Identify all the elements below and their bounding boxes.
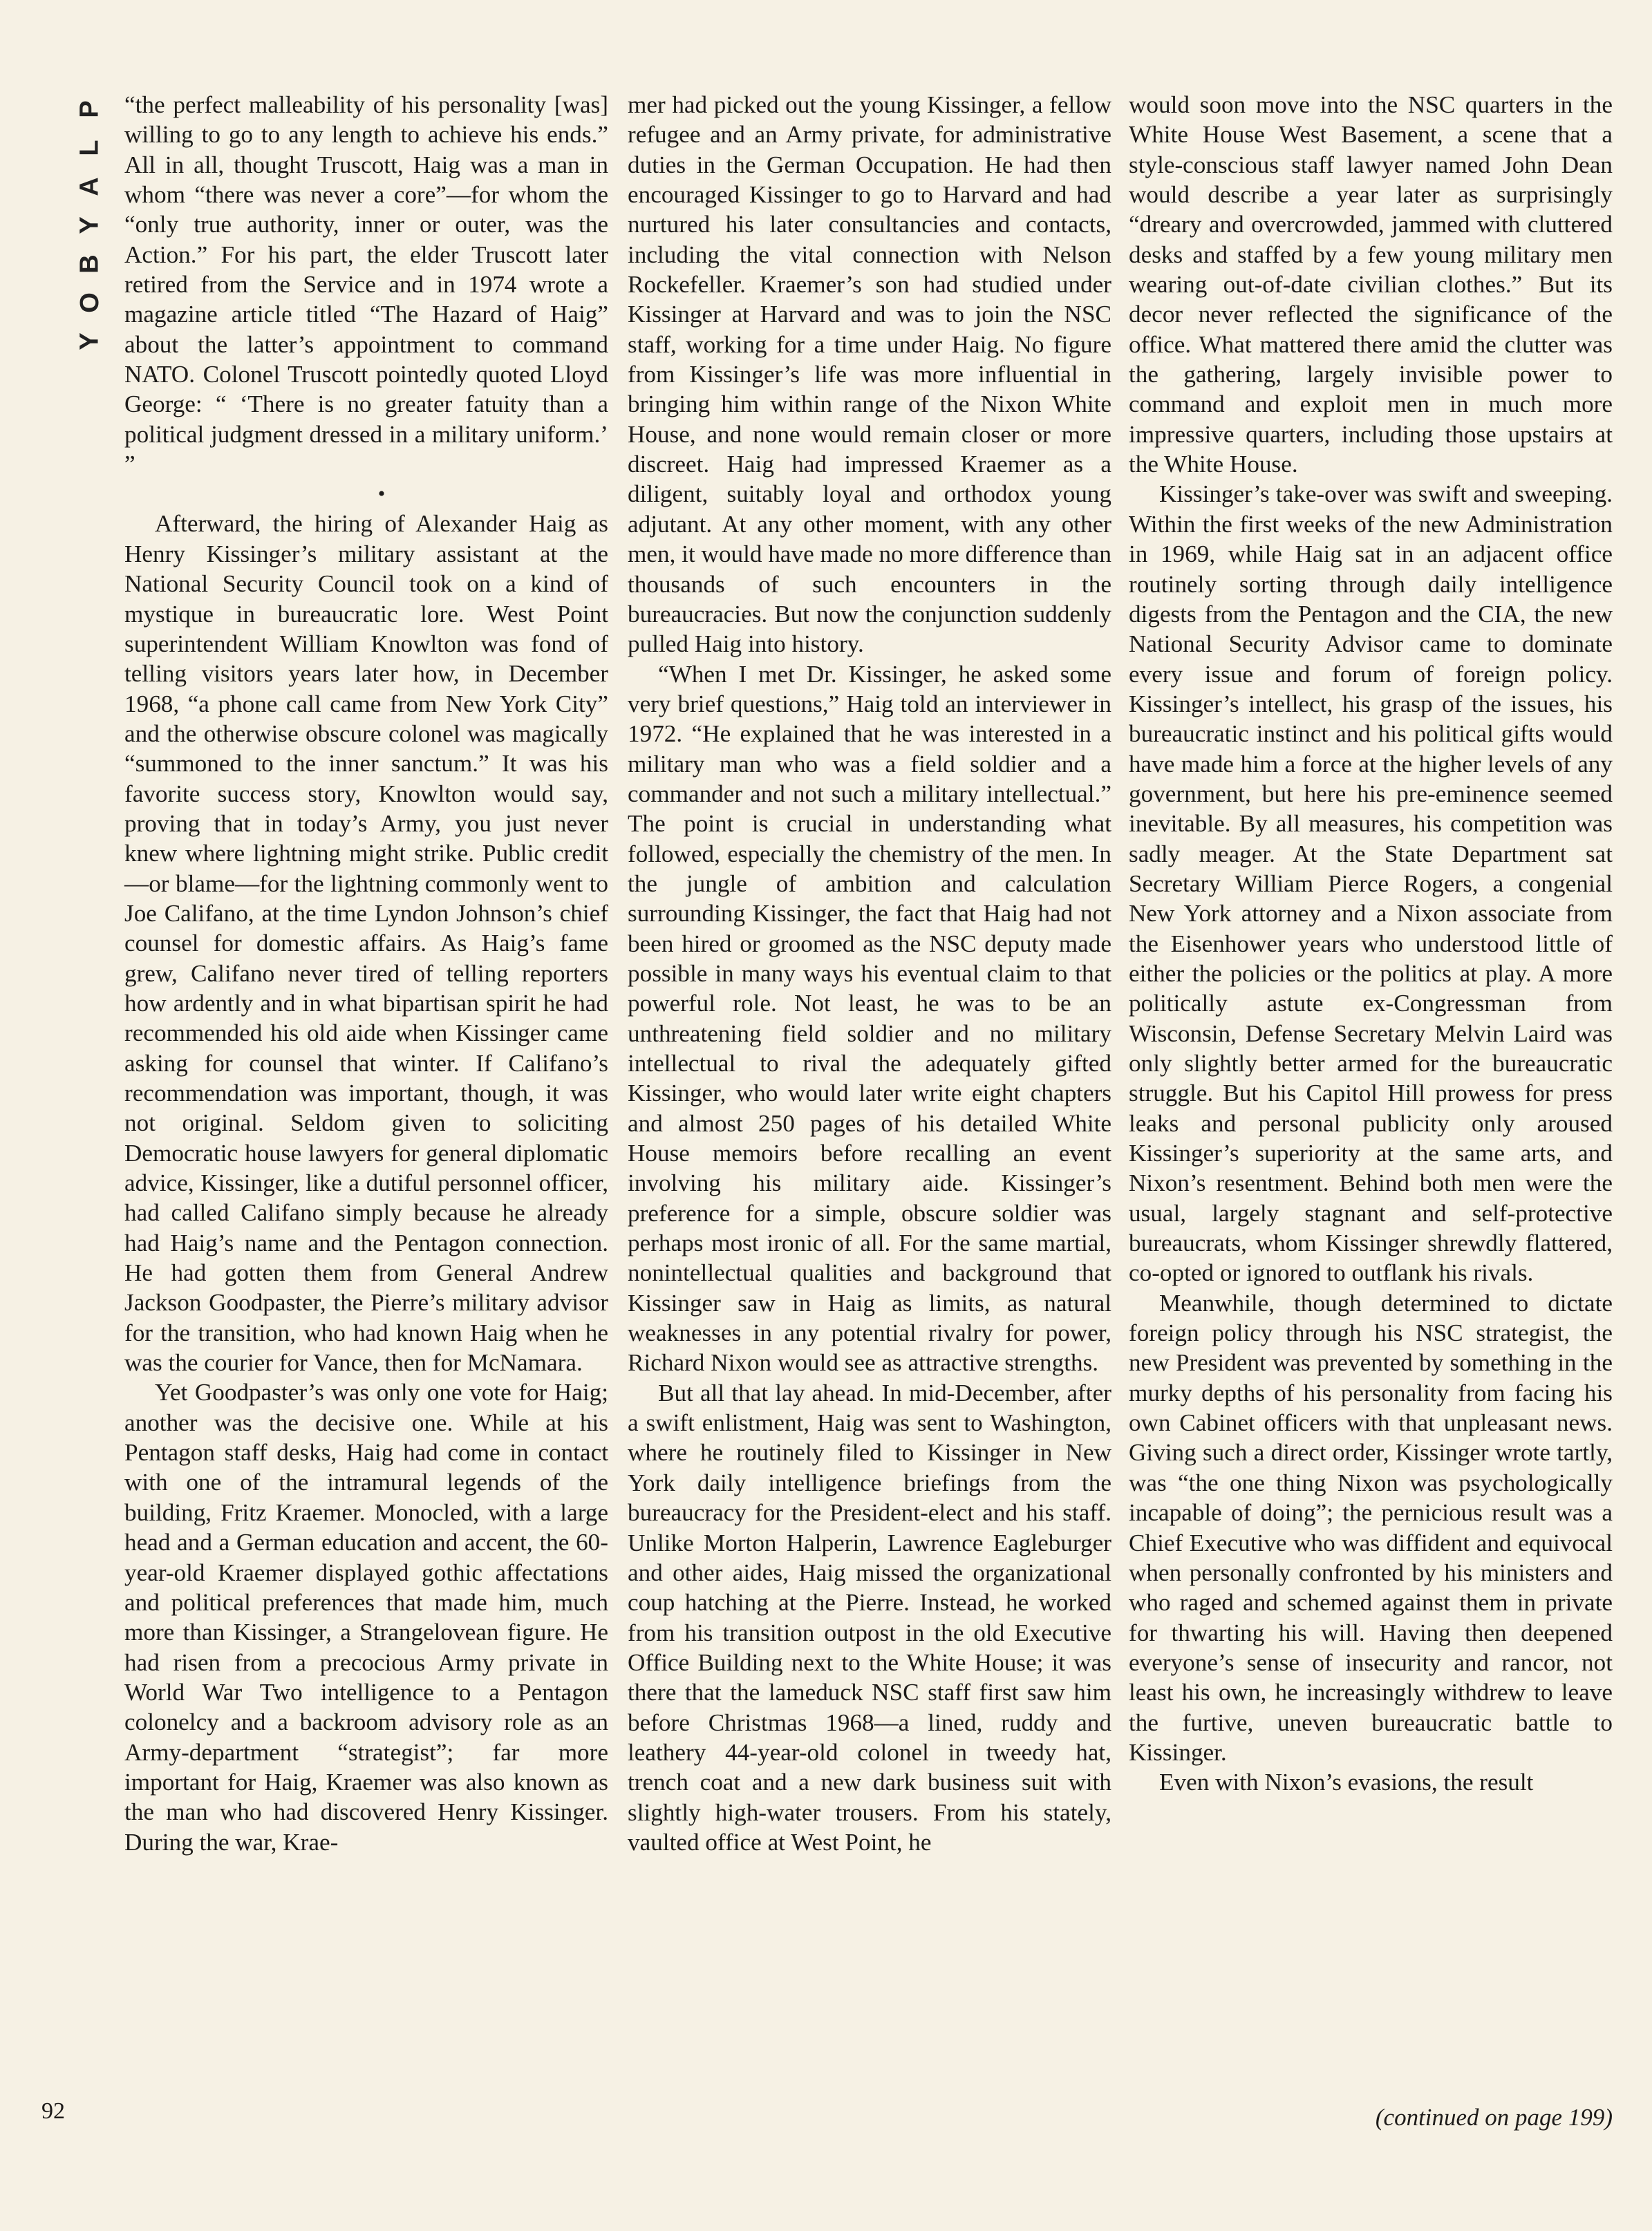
text-column-2 bbox=[628, 90, 1111, 1857]
paragraph: “the perfect malleability of his personality [was] willing to go to any length to achieve his ends.” All in all, thought Truscott, Haig was a man in whom “there was never a core”—for whom the “only true authority, inner or outer, was the Action.” For his part, the elder Truscott later retired from the Service and in 1974 wrote a magazine article titled “The Hazard of Haig” about the latter’s appointment to command NATO. Colonel Truscott pointedly quoted Lloyd George: “ ‘There is no greater fatuity than a political judgment dressed in a military uniform.’ ” bbox=[124, 91, 608, 478]
paragraph: “When I met Dr. Kissinger, he asked some very brief questions,” Haig told an interviewer in 1972. “He explained that he was interested in a military man who was a field soldier and a commander and not such a military intellectual.” The point is crucial in understanding what followed, especially the chemistry of the men. In the jungle of ambition and calculation surrounding Kissinger, the fact that Haig had not been hired or groomed as the NSC deputy made possible in many ways his eventual claim to that powerful role. Not least, he was to be an unthreatening field soldier and no military intellectual to rival the adequately gifted Kissinger, who would later write eight chapters and almost 250 pages of his detailed White House memoirs before recalling an event involving his military aide. Kissinger’s preference for a simple, obscure soldier was perhaps most ironic of all. For the same martial, nonintellectual qualities and background that Kissinger saw in Haig as limits, as natural weaknesses in any potential rivalry for power, Richard Nixon would see as attractive strengths. bbox=[628, 660, 1111, 1377]
masthead-letter: Y bbox=[75, 332, 104, 350]
paragraph: Yet Goodpaster’s was only one vote for Haig; another was the decisive one. While at his Pentagon staff desks, Haig had come in contact with one of the intramural legends of the building, Fritz Kraemer. Monocled, with a large head and a German education and accent, the 60-year-old Kraemer displayed gothic affectations and political preferences that made him, much more than Kissinger, a Strangelovean figure. He had risen from a precocious Army private in World War Two intelligence to a Pentagon colonelcy and a backroom advisory role as an Army-department “strategist”; far more important for Haig, Kraemer was also known as the man who had discovered Henry Kissinger. During the war, Krae- bbox=[124, 1379, 608, 1856]
paragraph: Kissinger’s take-over was swift and sweeping. Within the first weeks of the new Administration in 1969, while Haig sat in an adjacent office routinely sorting through daily intelligence digests from the Pentagon and the CIA, the new National Security Advisor came to dominate every issue and forum of foreign policy. Kissinger’s intellect, his grasp of the issues, his bureaucratic instinct and his political gifts would have made him a force at the higher levels of any government, but here his pre-eminence seemed inevitable. By all measures, his competition was sadly meager. At the State Department sat Secretary William Pierce Rogers, a congenial New York attorney and a Nixon associate from the Eisenhower years who understood little of either the policies or the politics at play. A more politically astute ex-Congressman from Wisconsin, Defense Secretary Melvin Laird was only slightly better armed for the bureaucratic struggle. But his Capitol Hill prowess for press leaks and personal publicity only aroused Kissinger’s superiority at the same arts, and Nixon’s resentment. Behind both men were the usual, largely stagnant and self-protective bureaucrats, whom Kissinger shrewdly flattered, co-opted or ignored to outflank his rivals. bbox=[1129, 480, 1613, 1287]
paragraph: Even with Nixon’s evasions, the result bbox=[1159, 1769, 1534, 1796]
masthead-letter: Y bbox=[75, 216, 104, 234]
masthead-letter: L bbox=[75, 140, 104, 156]
page-number: 92 bbox=[41, 2098, 65, 2124]
paragraph: would soon move into the NSC quarters in the White House West Basement, a scene that a style-conscious staff lawyer named John Dean would describe a year later as surprisingly “dreary and overcrowded, jammed with cluttered desks and staffed by a few young military men wearing out-of-date civilian clothes.” But its decor never reflected the significance of the office. What mattered there amid the clutter was the gathering, largely invisible power to command and exploit men in much more impressive quarters, including those upstairs at the White House. bbox=[1129, 91, 1613, 478]
paragraph: But all that lay ahead. In mid-December, after a swift enlistment, Haig was sent to Washington, where he routinely filed to Kissinger in New York daily intelligence briefings from the bureaucracy for the President-elect and his staff. Unlike Morton Halperin, Lawrence Eagleburger and other aides, Haig missed the organizational coup hatching at the Pierre. Instead, he worked from his transition outpost in the old Executive Office Building next to the White House; it was there that the lameduck NSC staff first saw him before Christmas 1968—a lined, ruddy and leathery 44-year-old colonel in tweedy hat, trench coat and a new dark business suit with slightly high-water trousers. From his stately, vaulted office at West Point, he bbox=[628, 1379, 1111, 1856]
continued-note: (continued on page 199) bbox=[1375, 2104, 1613, 2131]
masthead-vertical bbox=[69, 90, 111, 361]
section-bullet: • bbox=[377, 482, 386, 506]
paragraph: mer had picked out the young Kissinger, a fellow refugee and an Army private, for administrative duties in the German Occupation. He had then encouraged Kissinger to go to Harvard and had nurtured his later consultancies and contacts, including the vital connection with Nelson Rockefeller. Kraemer’s son had studied under Kissinger at Harvard and was to join the NSC staff, working for a time under Haig. No figure from Kissinger’s life was more influential in bringing him within range of the Nixon White House, and none would remain closer or more discreet. Haig had impressed Kraemer as a diligent, suitably loyal and orthodox young adjutant. At any other moment, with any other men, it would have made no more difference than thousands of such encounters in the bureaucracies. But now the conjunction suddenly pulled Haig into history. bbox=[628, 91, 1111, 658]
paragraph: Afterward, the hiring of Alexander Haig as Henry Kissinger’s military assistant at the National Security Council took on a kind of mystique in bureaucratic lore. West Point superintendent William Knowlton was fond of telling visitors years later how, in December 1968, “a phone call came from New York City” and the otherwise obscure colonel was magically “summoned to the inner sanctum.” It was his favorite success story, Knowlton would say, proving that in today’s Army, you just never knew where lightning might strike. Public credit—or blame—for the lightning commonly went to Joe Califano, at the time Lyndon Johnson’s chief counsel for domestic affairs. As Haig’s fame grew, Califano never tired of telling reporters how ardently and in what bipartisan spirit he had recommended his old aide when Kissinger came asking for counsel that winter. If Califano’s recommendation was important, though, it was not original. Seldom given to soliciting Democratic house lawyers for general diplomatic advice, Kissinger, like a dutiful personnel officer, had called Califano simply because he already had Haig’s name and the Pentagon connection. He had gotten them from General Andrew Jackson Goodpaster, the Pierre’s military advisor for the transition, who had known Haig when he was the courier for Vance, then for McNamara. bbox=[124, 510, 608, 1377]
masthead-letter: B bbox=[75, 254, 104, 274]
paragraph: Meanwhile, though determined to dictate foreign policy through his NSC strategist, the new President was prevented by something in the murky depths of his personality from facing his own Cabinet officers with that unpleasant news. Giving such a direct order, Kissinger wrote tartly, was “the one thing Nixon was psychologically incapable of doing”; the pernicious result was a Chief Executive who was diffident and equivocal when personally confronted by his ministers and who raged and schemed against them in private for thwarting his will. Having then deepened everyone’s sense of insecurity and rancor, not least his own, he increasingly withdrew to leave the furtive, uneven bureaucratic battle to Kissinger. bbox=[1129, 1289, 1613, 1766]
masthead-letter: P bbox=[75, 100, 104, 118]
masthead-letter: O bbox=[75, 292, 104, 313]
text-column-3 bbox=[1129, 90, 1613, 1798]
masthead-letter: A bbox=[75, 177, 104, 196]
text-column-1 bbox=[124, 90, 608, 1857]
